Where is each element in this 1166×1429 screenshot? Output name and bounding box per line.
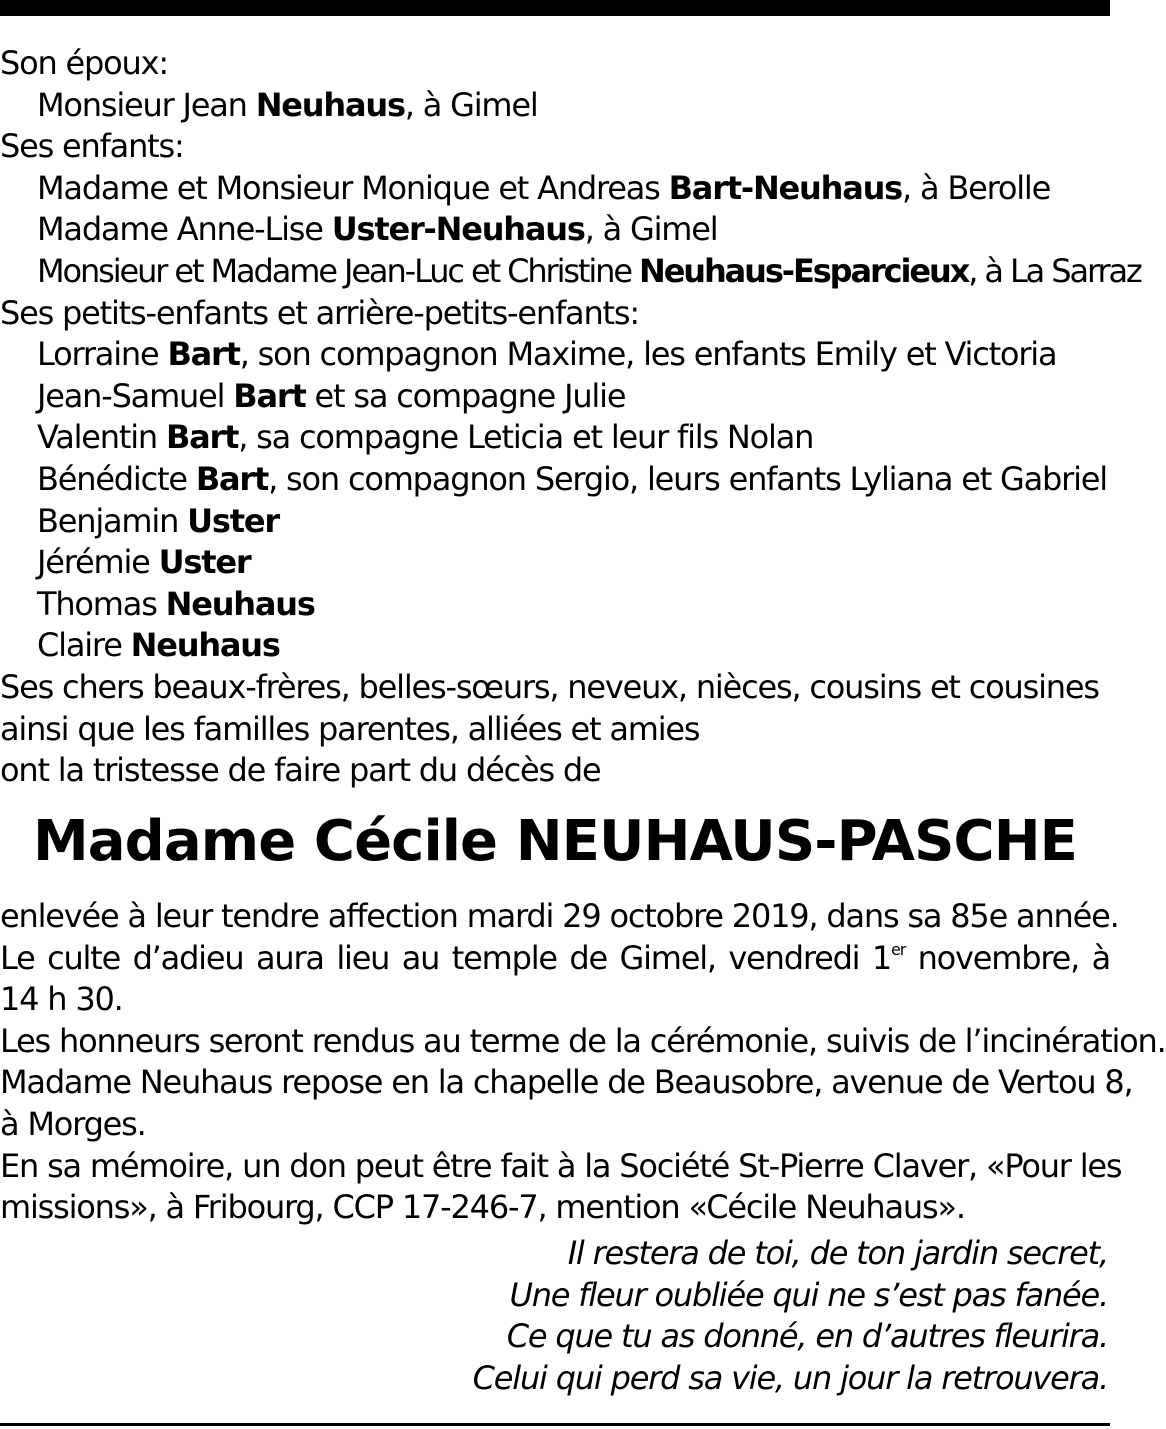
details-line: à Morges. [0,1104,146,1143]
details-line: Le culte d’adieu aura lieu au temple de Gimel, vendredi 1er novembre, à [0,938,1110,977]
grandchild-line: Valentin Bart, sa compagne Leticia et leur fils Nolan [37,418,814,457]
details-line: missions», à Fribourg, CCP 17-246-7, mention «Cécile Neuhaus». [0,1188,965,1227]
relatives-line: ainsi que les familles parentes, alliées et amies [0,709,700,748]
spouse-line: Monsieur Jean Neuhaus, à Gimel [37,85,538,124]
bottom-border [0,1423,1110,1426]
family-list [0,43,1141,792]
spouse-heading: Son époux: [0,44,168,82]
poem [473,1233,1108,1399]
child-surname: Neuhaus-Esparcieux [639,251,969,290]
child-line: Monsieur et Madame Jean-Luc et Christine Neuhaus-Esparcieux, à La Sarraz [37,251,1141,290]
grandchild-line: Lorraine Bart, son compagnon Maxime, les enfants Emily et Victoria [37,335,1057,374]
announcement-line: ont la tristesse de faire part du décès de [0,751,601,790]
grandchild-surname: Bart [167,335,240,374]
grandchild-line: Thomas Neuhaus [37,584,315,623]
grandchild-line: Benjamin Uster [37,501,279,540]
grandchildren-heading: Ses petits-enfants et arrière-petits-enfants: [0,293,639,332]
ordinal-suffix: er [891,939,906,959]
children-heading: Ses enfants: [0,127,184,166]
top-border [0,0,1110,16]
spouse-surname: Neuhaus [255,85,405,124]
grandchild-surname: Uster [158,543,251,582]
details-line: 14 h 30. [0,980,123,1019]
grandchild-surname: Neuhaus [165,584,315,623]
poem-line: Une fleur oubliée qui ne s’est pas fanée. [509,1275,1108,1314]
child-line: Madame et Monsieur Monique et Andreas Bart-Neuhaus, à Berolle [37,168,1051,207]
child-line: Madame Anne-Lise Uster-Neuhaus, à Gimel [37,210,718,249]
child-surname: Bart-Neuhaus [668,168,903,207]
poem-line: Celui qui perd sa vie, un jour la retrouvera. [472,1358,1108,1397]
details-line: enlevée à leur tendre affection mardi 29 octobre 2019, dans sa 85e année. [0,897,1119,935]
grandchild-line: Bénédicte Bart, son compagnon Sergio, leurs enfants Lyliana et Gabriel [37,459,1107,498]
grandchild-surname: Uster [187,501,279,540]
poem-line: Ce que tu as donné, en d’autres fleurira. [506,1317,1108,1356]
grandchild-line: Jean-Samuel Bart et sa compagne Julie [37,376,626,415]
grandchild-surname: Neuhaus [130,626,280,665]
grandchild-surname: Bart [165,418,239,457]
poem-line: Il restera de toi, de ton jardin secret, [567,1234,1108,1272]
grandchild-surname: Bart [195,459,269,498]
grandchild-line: Claire Neuhaus [37,626,280,665]
details-line: En sa mémoire, un don peut être fait à la Société St-Pierre Claver, «Pour les [0,1146,1122,1185]
child-surname: Uster-Neuhaus [331,210,585,249]
details-line: Les honneurs seront rendus au terme de la cérémonie, suivis de l’incinération. [0,1021,1166,1060]
funeral-details [0,896,1166,1229]
grandchild-surname: Bart [233,376,306,415]
relatives-line: Ses chers beaux-frères, belles-sœurs, neveux, nièces, cousins et cousines [0,667,1099,706]
grandchild-line: Jérémie Uster [37,543,251,582]
deceased-name: Madame Cécile NEUHAUS-PASCHE [32,809,1078,874]
details-line: Madame Neuhaus repose en la chapelle de Beausobre, avenue de Vertou 8, [0,1063,1133,1102]
